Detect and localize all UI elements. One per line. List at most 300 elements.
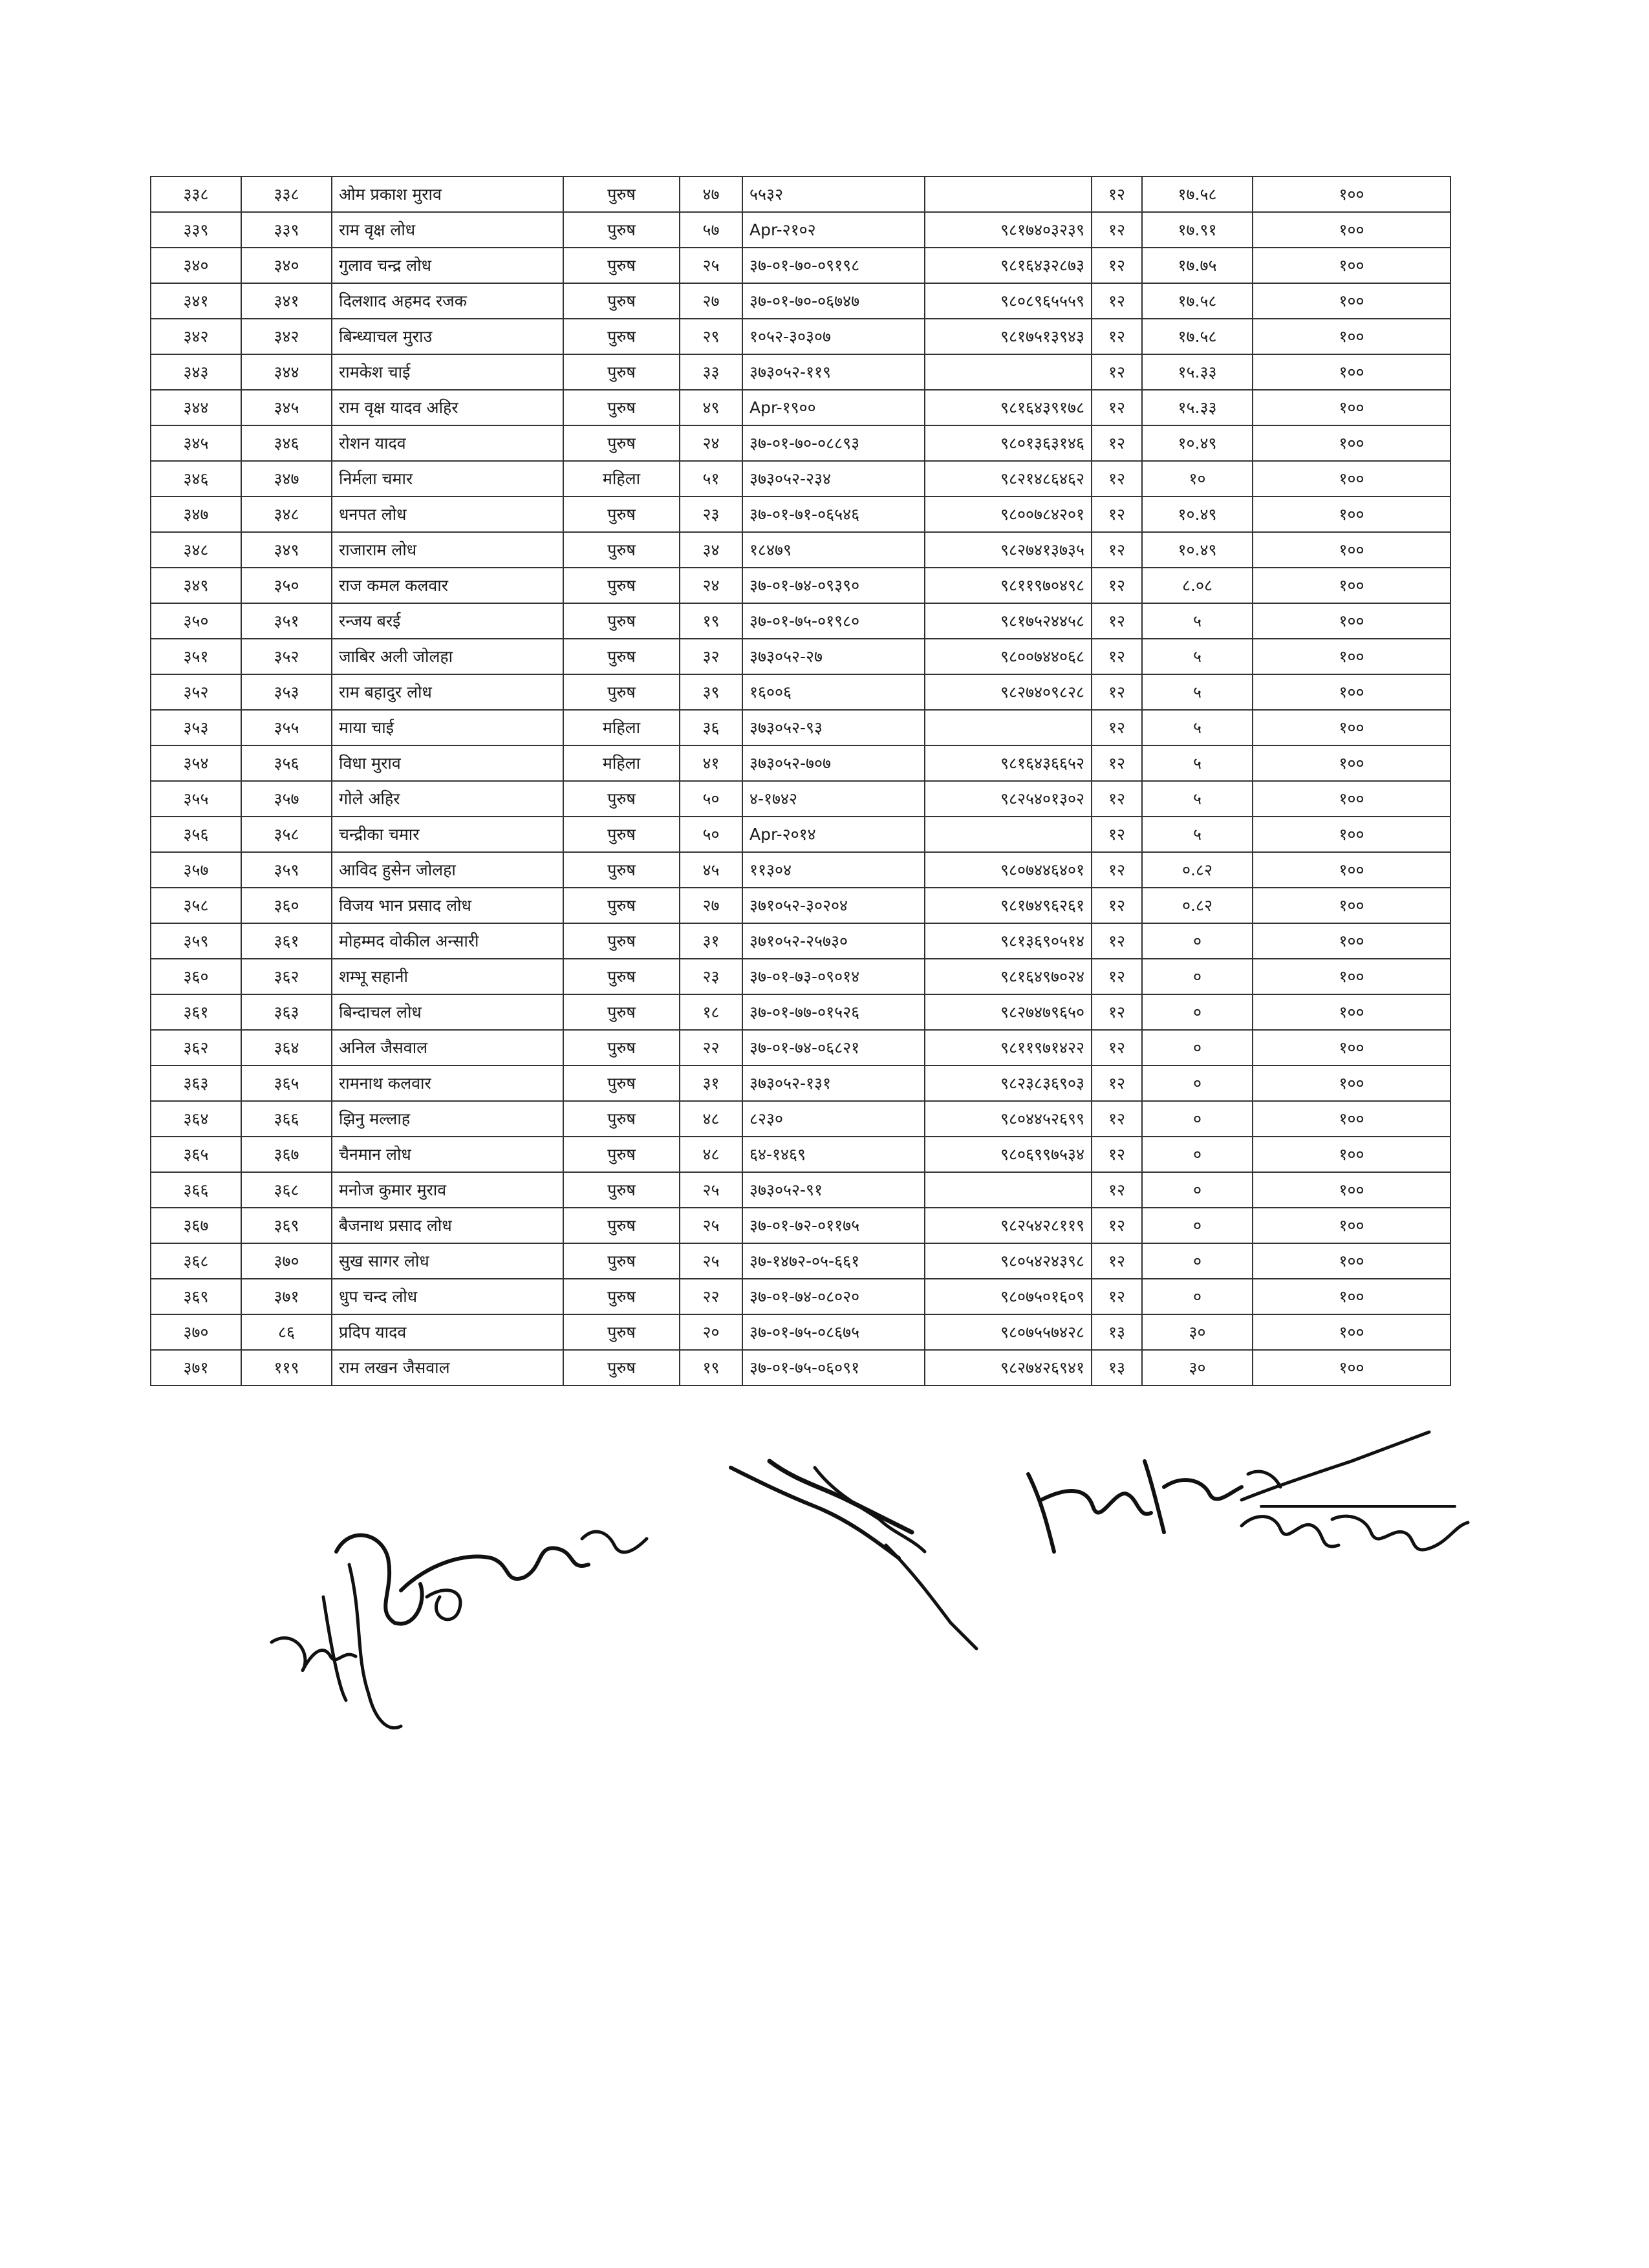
cell-name: राम वृक्ष यादव अहिर bbox=[332, 390, 563, 425]
cell-citizenship-no: ३७-०१-७५-०१९८० bbox=[742, 603, 925, 639]
cell-gender: पुरुष bbox=[563, 639, 680, 674]
cell-citizenship-no: ११३०४ bbox=[742, 852, 925, 888]
cell-full-marks: १०० bbox=[1253, 1137, 1450, 1172]
cell-marks: ० bbox=[1142, 1208, 1253, 1243]
cell-citizenship-no: ३७-०१-७४-०६८२१ bbox=[742, 1030, 925, 1065]
cell-age: २७ bbox=[680, 888, 742, 923]
cell-class: १२ bbox=[1092, 425, 1142, 461]
cell-class: १२ bbox=[1092, 639, 1142, 674]
cell-serial: ३३८ bbox=[151, 177, 241, 212]
cell-roll: ३३९ bbox=[241, 212, 332, 248]
table-row bbox=[151, 923, 1450, 959]
cell-gender: पुरुष bbox=[563, 1101, 680, 1137]
cell-citizenship-no: ३७-०१-७५-०६०९१ bbox=[742, 1350, 925, 1385]
table-row bbox=[151, 710, 1450, 745]
table-row bbox=[151, 852, 1450, 888]
cell-name: गुलाव चन्द्र लोध bbox=[332, 248, 563, 283]
cell-name: राम वृक्ष लोध bbox=[332, 212, 563, 248]
cell-serial: ३७० bbox=[151, 1314, 241, 1350]
cell-phone: ९८०१३६३१४६ bbox=[925, 425, 1092, 461]
cell-phone: ९८१७४०३२३९ bbox=[925, 212, 1092, 248]
cell-gender: पुरुष bbox=[563, 177, 680, 212]
cell-gender: पुरुष bbox=[563, 568, 680, 603]
cell-class: १२ bbox=[1092, 852, 1142, 888]
cell-citizenship-no: ३७-०१-७१-०६५४६ bbox=[742, 497, 925, 532]
cell-full-marks: १०० bbox=[1253, 1279, 1450, 1314]
cell-phone: ९८०७५५७४२८ bbox=[925, 1314, 1092, 1350]
cell-roll: ३५६ bbox=[241, 745, 332, 781]
table-row bbox=[151, 959, 1450, 994]
cell-name: राजाराम लोध bbox=[332, 532, 563, 568]
cell-citizenship-no: ३७-०१-७०-०६७४७ bbox=[742, 283, 925, 319]
cell-roll: ३४० bbox=[241, 248, 332, 283]
table-row bbox=[151, 603, 1450, 639]
table-row bbox=[151, 177, 1450, 212]
cell-full-marks: १०० bbox=[1253, 177, 1450, 212]
cell-phone: ९८०६९९७५३४ bbox=[925, 1137, 1092, 1172]
cell-marks: ०.८२ bbox=[1142, 888, 1253, 923]
cell-gender: पुरुष bbox=[563, 1314, 680, 1350]
cell-roll: ३४८ bbox=[241, 497, 332, 532]
cell-age: २४ bbox=[680, 425, 742, 461]
cell-name: झिनु मल्लाह bbox=[332, 1101, 563, 1137]
cell-citizenship-no: १०५२-३०३०७ bbox=[742, 319, 925, 354]
cell-name: शम्भू सहानी bbox=[332, 959, 563, 994]
cell-class: १२ bbox=[1092, 1137, 1142, 1172]
cell-marks: १०.४९ bbox=[1142, 425, 1253, 461]
cell-serial: ३३९ bbox=[151, 212, 241, 248]
cell-serial: ३५२ bbox=[151, 674, 241, 710]
cell-citizenship-no: ३७३०५२-२७ bbox=[742, 639, 925, 674]
cell-age: १८ bbox=[680, 994, 742, 1030]
cell-class: १२ bbox=[1092, 994, 1142, 1030]
cell-phone: ९८१६४३९१७८ bbox=[925, 390, 1092, 425]
cell-phone: ९८१६४३२८७३ bbox=[925, 248, 1092, 283]
cell-age: ३१ bbox=[680, 1065, 742, 1101]
cell-full-marks: १०० bbox=[1253, 1314, 1450, 1350]
cell-name: राम लखन जैसवाल bbox=[332, 1350, 563, 1385]
cell-marks: ८.०८ bbox=[1142, 568, 1253, 603]
cell-citizenship-no: १६००६ bbox=[742, 674, 925, 710]
cell-phone bbox=[925, 354, 1092, 390]
cell-full-marks: १०० bbox=[1253, 1350, 1450, 1385]
cell-citizenship-no: ३७-०१-७४-०९३९० bbox=[742, 568, 925, 603]
cell-age: २५ bbox=[680, 248, 742, 283]
cell-serial: ३४६ bbox=[151, 461, 241, 497]
cell-roll: ३५९ bbox=[241, 852, 332, 888]
table-row bbox=[151, 1243, 1450, 1279]
cell-class: १३ bbox=[1092, 1350, 1142, 1385]
cell-full-marks: १०० bbox=[1253, 639, 1450, 674]
cell-age: २७ bbox=[680, 283, 742, 319]
cell-roll: ३४९ bbox=[241, 532, 332, 568]
table-row bbox=[151, 1208, 1450, 1243]
cell-age: ४८ bbox=[680, 1137, 742, 1172]
cell-full-marks: १०० bbox=[1253, 390, 1450, 425]
cell-citizenship-no: ३७-०१-७०-०८८९३ bbox=[742, 425, 925, 461]
cell-phone bbox=[925, 817, 1092, 852]
cell-marks: ० bbox=[1142, 1243, 1253, 1279]
cell-name: आविद हुसेन जोलहा bbox=[332, 852, 563, 888]
cell-gender: पुरुष bbox=[563, 781, 680, 817]
cell-gender: पुरुष bbox=[563, 1279, 680, 1314]
cell-marks: ५ bbox=[1142, 745, 1253, 781]
cell-citizenship-no: ५५३२ bbox=[742, 177, 925, 212]
cell-serial: ३४२ bbox=[151, 319, 241, 354]
cell-gender: पुरुष bbox=[563, 1350, 680, 1385]
cell-full-marks: १०० bbox=[1253, 497, 1450, 532]
cell-class: १२ bbox=[1092, 745, 1142, 781]
cell-phone: ९८१७५२४४५८ bbox=[925, 603, 1092, 639]
cell-serial: ३४७ bbox=[151, 497, 241, 532]
cell-marks: ५ bbox=[1142, 674, 1253, 710]
cell-serial: ३४९ bbox=[151, 568, 241, 603]
cell-roll: ३३८ bbox=[241, 177, 332, 212]
signature-center bbox=[718, 1442, 1009, 1655]
cell-citizenship-no: ३७-०१-७०-०९१९८ bbox=[742, 248, 925, 283]
cell-serial: ३६४ bbox=[151, 1101, 241, 1137]
cell-name: रन्जय बरई bbox=[332, 603, 563, 639]
cell-class: १२ bbox=[1092, 461, 1142, 497]
cell-roll: ३६० bbox=[241, 888, 332, 923]
cell-name: धुप चन्द लोध bbox=[332, 1279, 563, 1314]
cell-marks: ० bbox=[1142, 1172, 1253, 1208]
cell-phone: ९८११९७१४२२ bbox=[925, 1030, 1092, 1065]
table-row bbox=[151, 817, 1450, 852]
cell-phone: ९८१७५१३९४३ bbox=[925, 319, 1092, 354]
cell-name: मनोज कुमार मुराव bbox=[332, 1172, 563, 1208]
signature-left bbox=[233, 1487, 711, 1746]
cell-gender: पुरुष bbox=[563, 390, 680, 425]
cell-marks: ० bbox=[1142, 1065, 1253, 1101]
cell-roll: ३४१ bbox=[241, 283, 332, 319]
cell-gender: पुरुष bbox=[563, 354, 680, 390]
cell-class: १२ bbox=[1092, 817, 1142, 852]
cell-roll: ३५८ bbox=[241, 817, 332, 852]
cell-phone: ९८२१४८६४६२ bbox=[925, 461, 1092, 497]
cell-citizenship-no: १८४७९ bbox=[742, 532, 925, 568]
cell-serial: ३५१ bbox=[151, 639, 241, 674]
cell-marks: ० bbox=[1142, 1101, 1253, 1137]
cell-phone: ९८०४४५२६९९ bbox=[925, 1101, 1092, 1137]
table-row bbox=[151, 888, 1450, 923]
cell-marks: १७.५८ bbox=[1142, 319, 1253, 354]
table-row bbox=[151, 1137, 1450, 1172]
cell-gender: पुरुष bbox=[563, 1065, 680, 1101]
cell-full-marks: १०० bbox=[1253, 461, 1450, 497]
cell-class: १२ bbox=[1092, 1101, 1142, 1137]
cell-citizenship-no: Apr-२०१४ bbox=[742, 817, 925, 852]
cell-class: १२ bbox=[1092, 959, 1142, 994]
cell-full-marks: १०० bbox=[1253, 1030, 1450, 1065]
cell-marks: ० bbox=[1142, 959, 1253, 994]
cell-full-marks: १०० bbox=[1253, 817, 1450, 852]
cell-phone: ९८१७४९६२६१ bbox=[925, 888, 1092, 923]
cell-phone: ९८०५४२४३९८ bbox=[925, 1243, 1092, 1279]
cell-citizenship-no: ३७-०१-७४-०८०२० bbox=[742, 1279, 925, 1314]
cell-serial: ३६२ bbox=[151, 1030, 241, 1065]
cell-name: रामकेश चाई bbox=[332, 354, 563, 390]
cell-class: १२ bbox=[1092, 710, 1142, 745]
cell-gender: पुरुष bbox=[563, 852, 680, 888]
cell-name: सुख सागर लोध bbox=[332, 1243, 563, 1279]
table-row bbox=[151, 568, 1450, 603]
cell-citizenship-no: ३७३०५२-१३१ bbox=[742, 1065, 925, 1101]
cell-name: राम बहादुर लोध bbox=[332, 674, 563, 710]
cell-age: २२ bbox=[680, 1030, 742, 1065]
cell-marks: ० bbox=[1142, 1030, 1253, 1065]
cell-citizenship-no: ३७३०५२-९३ bbox=[742, 710, 925, 745]
cell-gender: पुरुष bbox=[563, 212, 680, 248]
cell-name: जाबिर अली जोलहा bbox=[332, 639, 563, 674]
cell-serial: ३६१ bbox=[151, 994, 241, 1030]
cell-full-marks: १०० bbox=[1253, 852, 1450, 888]
table-row bbox=[151, 354, 1450, 390]
cell-name: मोहम्मद वोकील अन्सारी bbox=[332, 923, 563, 959]
cell-gender: पुरुष bbox=[563, 923, 680, 959]
cell-gender: पुरुष bbox=[563, 532, 680, 568]
cell-full-marks: १०० bbox=[1253, 923, 1450, 959]
cell-roll: ८६ bbox=[241, 1314, 332, 1350]
table-row bbox=[151, 674, 1450, 710]
cell-age: ४५ bbox=[680, 852, 742, 888]
cell-full-marks: १०० bbox=[1253, 745, 1450, 781]
cell-name: धनपत लोध bbox=[332, 497, 563, 532]
cell-phone: ९८२३८३६९०३ bbox=[925, 1065, 1092, 1101]
cell-roll: ३४७ bbox=[241, 461, 332, 497]
cell-marks: १७.७५ bbox=[1142, 248, 1253, 283]
cell-age: १९ bbox=[680, 603, 742, 639]
cell-marks: ०.८२ bbox=[1142, 852, 1253, 888]
cell-name: राज कमल कलवार bbox=[332, 568, 563, 603]
cell-marks: ५ bbox=[1142, 639, 1253, 674]
cell-roll: ३५३ bbox=[241, 674, 332, 710]
cell-age: ३३ bbox=[680, 354, 742, 390]
table-row bbox=[151, 461, 1450, 497]
cell-name: चन्द्रीका चमार bbox=[332, 817, 563, 852]
table-row bbox=[151, 319, 1450, 354]
cell-roll: ३५७ bbox=[241, 781, 332, 817]
cell-full-marks: १०० bbox=[1253, 710, 1450, 745]
cell-class: १२ bbox=[1092, 568, 1142, 603]
cell-class: १२ bbox=[1092, 888, 1142, 923]
cell-gender: महिला bbox=[563, 745, 680, 781]
cell-roll: ३६८ bbox=[241, 1172, 332, 1208]
cell-class: १२ bbox=[1092, 603, 1142, 639]
cell-class: १२ bbox=[1092, 390, 1142, 425]
cell-marks: ० bbox=[1142, 994, 1253, 1030]
cell-serial: ३६७ bbox=[151, 1208, 241, 1243]
cell-serial: ३६८ bbox=[151, 1243, 241, 1279]
cell-roll: ३४५ bbox=[241, 390, 332, 425]
cell-class: १२ bbox=[1092, 532, 1142, 568]
cell-full-marks: १०० bbox=[1253, 319, 1450, 354]
cell-full-marks: १०० bbox=[1253, 1208, 1450, 1243]
cell-serial: ३४० bbox=[151, 248, 241, 283]
cell-marks: १५.३३ bbox=[1142, 354, 1253, 390]
cell-age: २५ bbox=[680, 1208, 742, 1243]
cell-age: ४७ bbox=[680, 177, 742, 212]
cell-full-marks: १०० bbox=[1253, 568, 1450, 603]
cell-serial: ३५८ bbox=[151, 888, 241, 923]
cell-age: २५ bbox=[680, 1243, 742, 1279]
cell-age: ३४ bbox=[680, 532, 742, 568]
cell-full-marks: १०० bbox=[1253, 1172, 1450, 1208]
table-row bbox=[151, 497, 1450, 532]
cell-class: १२ bbox=[1092, 1279, 1142, 1314]
cell-phone: ९८०७५०१६०९ bbox=[925, 1279, 1092, 1314]
cell-age: ५७ bbox=[680, 212, 742, 248]
table-row bbox=[151, 1279, 1450, 1314]
table-row bbox=[151, 745, 1450, 781]
cell-roll: ३५२ bbox=[241, 639, 332, 674]
table-row bbox=[151, 781, 1450, 817]
cell-class: १२ bbox=[1092, 1030, 1142, 1065]
cell-gender: पुरुष bbox=[563, 283, 680, 319]
cell-gender: महिला bbox=[563, 710, 680, 745]
table-row bbox=[151, 1101, 1450, 1137]
cell-serial: ३४८ bbox=[151, 532, 241, 568]
cell-marks: ३० bbox=[1142, 1350, 1253, 1385]
cell-serial: ३६३ bbox=[151, 1065, 241, 1101]
cell-full-marks: १०० bbox=[1253, 781, 1450, 817]
cell-age: ४१ bbox=[680, 745, 742, 781]
cell-roll: ३५५ bbox=[241, 710, 332, 745]
cell-serial: ३५५ bbox=[151, 781, 241, 817]
cell-phone: ९८०७४४६४०१ bbox=[925, 852, 1092, 888]
cell-class: १२ bbox=[1092, 1172, 1142, 1208]
cell-citizenship-no: ३७१०५२-३०२०४ bbox=[742, 888, 925, 923]
cell-roll: ११९ bbox=[241, 1350, 332, 1385]
cell-full-marks: १०० bbox=[1253, 1243, 1450, 1279]
cell-roll: ३६५ bbox=[241, 1065, 332, 1101]
cell-marks: १० bbox=[1142, 461, 1253, 497]
cell-marks: ५ bbox=[1142, 781, 1253, 817]
cell-gender: महिला bbox=[563, 461, 680, 497]
cell-name: विजय भान प्रसाद लोध bbox=[332, 888, 563, 923]
cell-name: प्रदिप यादव bbox=[332, 1314, 563, 1350]
cell-marks: १०.४९ bbox=[1142, 497, 1253, 532]
table-row bbox=[151, 390, 1450, 425]
table-row bbox=[151, 248, 1450, 283]
cell-serial: ३४४ bbox=[151, 390, 241, 425]
cell-phone bbox=[925, 1172, 1092, 1208]
cell-age: ५० bbox=[680, 781, 742, 817]
cell-citizenship-no: ३७-१४७२-०५-६६१ bbox=[742, 1243, 925, 1279]
cell-age: ३६ bbox=[680, 710, 742, 745]
cell-phone bbox=[925, 177, 1092, 212]
cell-serial: ३६० bbox=[151, 959, 241, 994]
cell-citizenship-no: ३७३०५२-७०७ bbox=[742, 745, 925, 781]
cell-roll: ३६७ bbox=[241, 1137, 332, 1172]
cell-full-marks: १०० bbox=[1253, 603, 1450, 639]
table-row bbox=[151, 212, 1450, 248]
table-row bbox=[151, 283, 1450, 319]
cell-roll: ३६३ bbox=[241, 994, 332, 1030]
cell-serial: ३५४ bbox=[151, 745, 241, 781]
cell-marks: ५ bbox=[1142, 817, 1253, 852]
cell-citizenship-no: ३७३०५२-२३४ bbox=[742, 461, 925, 497]
cell-gender: पुरुष bbox=[563, 425, 680, 461]
cell-full-marks: १०० bbox=[1253, 1101, 1450, 1137]
cell-roll: ३६१ bbox=[241, 923, 332, 959]
cell-name: माया चाई bbox=[332, 710, 563, 745]
cell-full-marks: १०० bbox=[1253, 532, 1450, 568]
cell-citizenship-no: ८२३० bbox=[742, 1101, 925, 1137]
signature-far-right bbox=[1235, 1493, 1481, 1578]
cell-roll: ३४४ bbox=[241, 354, 332, 390]
cell-class: १२ bbox=[1092, 1243, 1142, 1279]
cell-phone: ९८१६४३६६५२ bbox=[925, 745, 1092, 781]
cell-marks: १७.५८ bbox=[1142, 177, 1253, 212]
cell-phone: ९८००७४४०६८ bbox=[925, 639, 1092, 674]
cell-gender: पुरुष bbox=[563, 603, 680, 639]
cell-age: ४९ bbox=[680, 390, 742, 425]
cell-class: १२ bbox=[1092, 781, 1142, 817]
cell-serial: ३४३ bbox=[151, 354, 241, 390]
cell-citizenship-no: ३७-०१-७३-०९०१४ bbox=[742, 959, 925, 994]
cell-phone: ९८१३६९०५१४ bbox=[925, 923, 1092, 959]
cell-class: १२ bbox=[1092, 283, 1142, 319]
cell-roll: ३७० bbox=[241, 1243, 332, 1279]
table-row bbox=[151, 639, 1450, 674]
cell-marks: १५.३३ bbox=[1142, 390, 1253, 425]
cell-gender: पुरुष bbox=[563, 888, 680, 923]
cell-citizenship-no: Apr-२१०२ bbox=[742, 212, 925, 248]
cell-phone: ९८१६४९७०२४ bbox=[925, 959, 1092, 994]
cell-full-marks: १०० bbox=[1253, 1065, 1450, 1101]
cell-class: १२ bbox=[1092, 212, 1142, 248]
cell-class: १२ bbox=[1092, 319, 1142, 354]
cell-age: २२ bbox=[680, 1279, 742, 1314]
cell-gender: पुरुष bbox=[563, 817, 680, 852]
cell-roll: ३४२ bbox=[241, 319, 332, 354]
cell-citizenship-no: ४-१७४२ bbox=[742, 781, 925, 817]
cell-age: २४ bbox=[680, 568, 742, 603]
table-row bbox=[151, 1172, 1450, 1208]
cell-name: बिन्दाचल लोध bbox=[332, 994, 563, 1030]
cell-citizenship-no: ३७-०१-७२-०११७५ bbox=[742, 1208, 925, 1243]
cell-serial: ३५९ bbox=[151, 923, 241, 959]
table-row bbox=[151, 1065, 1450, 1101]
cell-serial: ३७१ bbox=[151, 1350, 241, 1385]
cell-roll: ३६४ bbox=[241, 1030, 332, 1065]
cell-gender: पुरुष bbox=[563, 497, 680, 532]
cell-full-marks: १०० bbox=[1253, 674, 1450, 710]
cell-class: १२ bbox=[1092, 177, 1142, 212]
cell-phone: ९८२५४२८११९ bbox=[925, 1208, 1092, 1243]
cell-roll: ३६६ bbox=[241, 1101, 332, 1137]
cell-name: बैजनाथ प्रसाद लोध bbox=[332, 1208, 563, 1243]
cell-name: बिन्ध्याचल मुराउ bbox=[332, 319, 563, 354]
cell-gender: पुरुष bbox=[563, 1030, 680, 1065]
cell-age: ३२ bbox=[680, 639, 742, 674]
table-row bbox=[151, 1314, 1450, 1350]
cell-age: २५ bbox=[680, 1172, 742, 1208]
table-row bbox=[151, 1350, 1450, 1385]
cell-name: दिलशाद अहमद रजक bbox=[332, 283, 563, 319]
cell-roll: ३७१ bbox=[241, 1279, 332, 1314]
cell-gender: पुरुष bbox=[563, 1137, 680, 1172]
cell-age: १९ bbox=[680, 1350, 742, 1385]
cell-gender: पुरुष bbox=[563, 674, 680, 710]
cell-serial: ३५३ bbox=[151, 710, 241, 745]
cell-age: २३ bbox=[680, 497, 742, 532]
table-row bbox=[151, 532, 1450, 568]
cell-class: १२ bbox=[1092, 354, 1142, 390]
cell-roll: ३४६ bbox=[241, 425, 332, 461]
cell-marks: १७.९१ bbox=[1142, 212, 1253, 248]
